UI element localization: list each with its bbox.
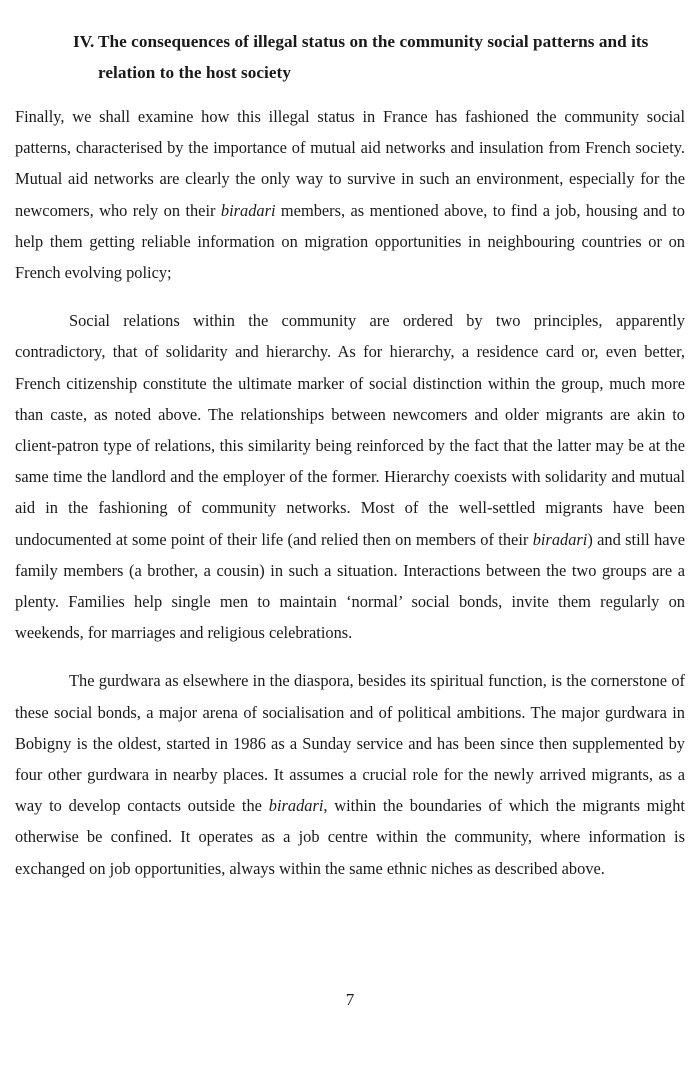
section-heading — [15, 26, 685, 88]
paragraph-1 — [15, 101, 685, 288]
paragraph-text: Social relations within the community are ordered by two principles, apparently contradictory, that of solidarity and hierarchy. As for hierarchy, a residence card or, even better, French citizenship constitute the ultimate marker of social distinction within the group, much more than caste, as noted above. The relationships between newcomers and older migrants are akin to client-patron type of relations, this similarity being reinforced by the fact that the latter may be at the same time the landlord and the employer of the former. Hierarchy coexists with solidarity and mutual aid in the fashioning of community networks. Most of the well-settled migrants have been undocumented at some point of their life (and relied then on members of their — [15, 311, 685, 549]
document-page — [15, 26, 685, 884]
paragraph-text: The gurdwara as elsewhere in the diaspora, besides its spiritual function, is the cornerstone of these social bonds, a major arena of socialisation and of political ambitions. The major gurdwara in Bobigny is the oldest, started in 1986 as a Sunday service and has been since then supplemented by four other gurdwara in nearby places. It assumes a crucial role for the newly arrived migrants, as a way to develop contacts outside the — [15, 671, 685, 816]
paragraph-text: ) and still have family members (a brother, a cousin) in such a situation. Interactions between the two groups are a plenty. Families help single men to maintain ‘normal’ social bonds, invite them regularly on weekends, for marriages and religious celebrations. — [15, 529, 686, 643]
section-number: IV. — [73, 32, 95, 51]
paragraph-text: , within the boundaries of which the migrants might otherwise be confined. It operates as a job centre within the community, where information is exchanged on job opportunities, always within the same ethnic niches as described above. — [15, 796, 685, 878]
page-number: 7 — [345, 990, 355, 1009]
paragraph-italic-term: biradari — [532, 529, 588, 549]
paragraph-3 — [15, 665, 685, 883]
paragraph-italic-term: biradari — [220, 200, 276, 220]
section-title: The consequences of illegal status on the community social patterns and its relation to the host society — [98, 32, 649, 82]
paragraph-text: Finally, we shall examine how this illegal status in France has fashioned the community social patterns, characterised by the importance of mutual aid networks and insulation from French society. Mutual aid networks are clearly the only way to survive in such an environment, especially for the newcomers, who rely on their — [15, 107, 685, 220]
paragraph-2 — [15, 305, 685, 648]
paragraph-italic-term: biradari — [268, 796, 324, 816]
paragraph-text: members, as mentioned above, to find a job, housing and to help them getting reliable information on migration opportunities in neighbouring countries or on French evolving policy; — [15, 200, 685, 283]
